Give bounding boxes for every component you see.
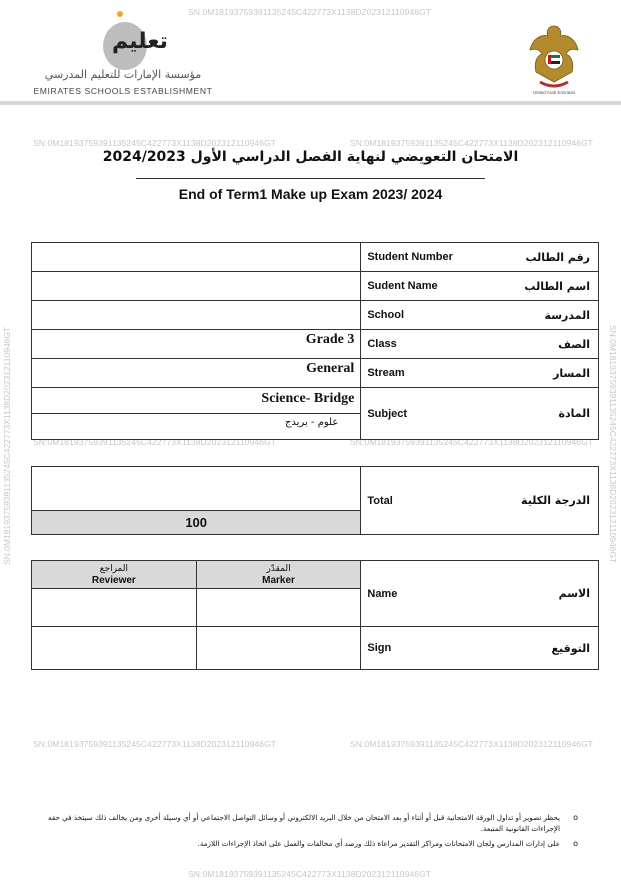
school-field[interactable] (32, 301, 361, 330)
marker-sign-field[interactable] (196, 627, 361, 670)
reviewer-header (32, 561, 197, 589)
student-info-table (31, 242, 599, 440)
name-label (361, 561, 599, 627)
max-score (32, 511, 361, 535)
max-score-value: 100 (185, 515, 208, 530)
signature-table (31, 560, 599, 670)
subject-label-en: Subject (367, 407, 408, 420)
total-label-ar: الدرجة الكلية (521, 494, 590, 507)
stream-label (361, 359, 599, 388)
watermark-bottom: SN:0M18193759391135245C422773X1138D2023121109​46GT (188, 869, 432, 879)
watermark-row3-left: SN:0M18193759391135245C422773X1138D2023121109​46GT (33, 739, 277, 749)
student-name-label-ar: اسم الطالب (524, 279, 590, 293)
class-label-en: Class (367, 338, 397, 350)
student-name-label-en: Sudent Name (367, 280, 438, 292)
stream-label-ar: المسار (553, 366, 590, 380)
student-number-label-ar: رقم الطالب (525, 250, 590, 264)
watermark-left-vertical: SN:0M18193759391135245C422773X1138D2023121109​46GT (2, 326, 12, 565)
class-label (361, 330, 599, 359)
total-label-en: Total (367, 494, 393, 507)
watermark-row1-right: SN:0M18193759391135245C422773X1138D2023121109​46GT (350, 138, 594, 148)
row-student-number (32, 243, 599, 272)
exam-title-arabic: الامتحان التعويضي لنهاية الفصل الدراسي الأول 2024/2023 (102, 149, 519, 165)
row-class (32, 330, 599, 359)
reviewer-sign-field[interactable] (32, 627, 197, 670)
student-number-label-en: Student Number (367, 251, 453, 263)
subject-label (361, 388, 599, 440)
student-number-label (361, 243, 599, 272)
bullet-icon: o (573, 839, 578, 848)
total-score-field[interactable] (32, 467, 361, 511)
subject-label-ar: المادة (558, 407, 590, 420)
watermark-row2-right: SN:0M18193759391135245C422773X1138D2023121109​46GT (350, 437, 594, 447)
total-label (361, 467, 599, 535)
watermark-row2-left: SN:0M18193759391135245C422773X1138D2023121109​46GT (33, 437, 277, 447)
row-school (32, 301, 599, 330)
watermark-row3-right: SN:0M18193759391135245C422773X1138D2023121109​46GT (350, 739, 594, 749)
header-divider (0, 101, 621, 105)
row-stream (32, 359, 599, 388)
school-label-ar: المدرسة (544, 308, 590, 322)
logo-brand-text: تعليم (112, 29, 168, 54)
school-label-en: School (367, 309, 404, 321)
subject-value (32, 388, 361, 440)
row-student-name (32, 272, 599, 301)
bullet-icon: o (573, 813, 578, 822)
sign-label-en: Sign (367, 642, 392, 654)
marker-header (196, 561, 361, 589)
title-underline (136, 178, 485, 179)
sign-label (361, 627, 599, 670)
reviewer-header-ar: المراجع (99, 563, 128, 574)
logo-org-english: EMIRATES SCHOOLS ESTABLISHMENT (33, 86, 213, 96)
student-name-label (361, 272, 599, 301)
watermark-top: SN:0M18193759391135245C422773X1138D2023121109​46GT (188, 7, 432, 17)
logo-org-arabic: مؤسسة الإمارات للتعليم المدرسي (44, 68, 202, 81)
stream-value: General (32, 359, 361, 388)
student-name-field[interactable] (32, 272, 361, 301)
stream-label-en: Stream (367, 367, 405, 379)
name-label-en: Name (367, 587, 398, 600)
note-item (40, 812, 580, 834)
exam-title-english: End of Term1 Make up Exam 2023/ 2024 (178, 186, 443, 202)
emblem-caption: United Arab Emirates (532, 90, 576, 95)
subject-value-en: Science- Bridge (32, 388, 360, 414)
student-number-field[interactable] (32, 243, 361, 272)
name-label-ar: الاسم (558, 587, 590, 600)
marker-header-en: Marker (262, 574, 295, 586)
sign-label-ar: التوقيع (551, 641, 590, 655)
school-label (361, 301, 599, 330)
uae-emblem-icon (526, 20, 582, 92)
reviewer-name-field[interactable] (32, 589, 197, 627)
note-text-2: على إدارات المدارس ولجان الامتحانات ومراكز التقدير مراعاة ذلك ورصد أي مخالفات والعمل على اتخاذ الإجراءات اللازمة. (197, 839, 560, 848)
row-subject (32, 388, 599, 440)
class-value: Grade 3 (32, 330, 361, 359)
reviewer-header-en: Reviewer (91, 574, 136, 586)
exam-notes (40, 812, 580, 849)
watermark-row1-left: SN:0M18193759391135245C422773X1138D2023121109​46GT (33, 138, 277, 148)
subject-value-ar: علوم - بريدج (284, 417, 339, 428)
marker-header-ar: المقدّر (266, 563, 291, 574)
marker-name-field[interactable] (196, 589, 361, 627)
note-item (40, 838, 580, 849)
total-score-table (31, 466, 599, 535)
class-label-ar: الصف (558, 337, 590, 351)
watermark-right-vertical: SN:0M18193759391135245C422773X1138D2023121109​46GT (608, 325, 618, 564)
note-text-1: يحظر تصوير أو تداول الورقة الامتحانية قبل أو أثناء أو بعد الامتحان من خلال البريد الالكتروني أو وسائل التواصل الاجتماعي أو أي وسيلة أخرى ومن يخالف ذلك سيتخذ في حقه الإجراءات القانونية المتبعة. (47, 813, 560, 833)
